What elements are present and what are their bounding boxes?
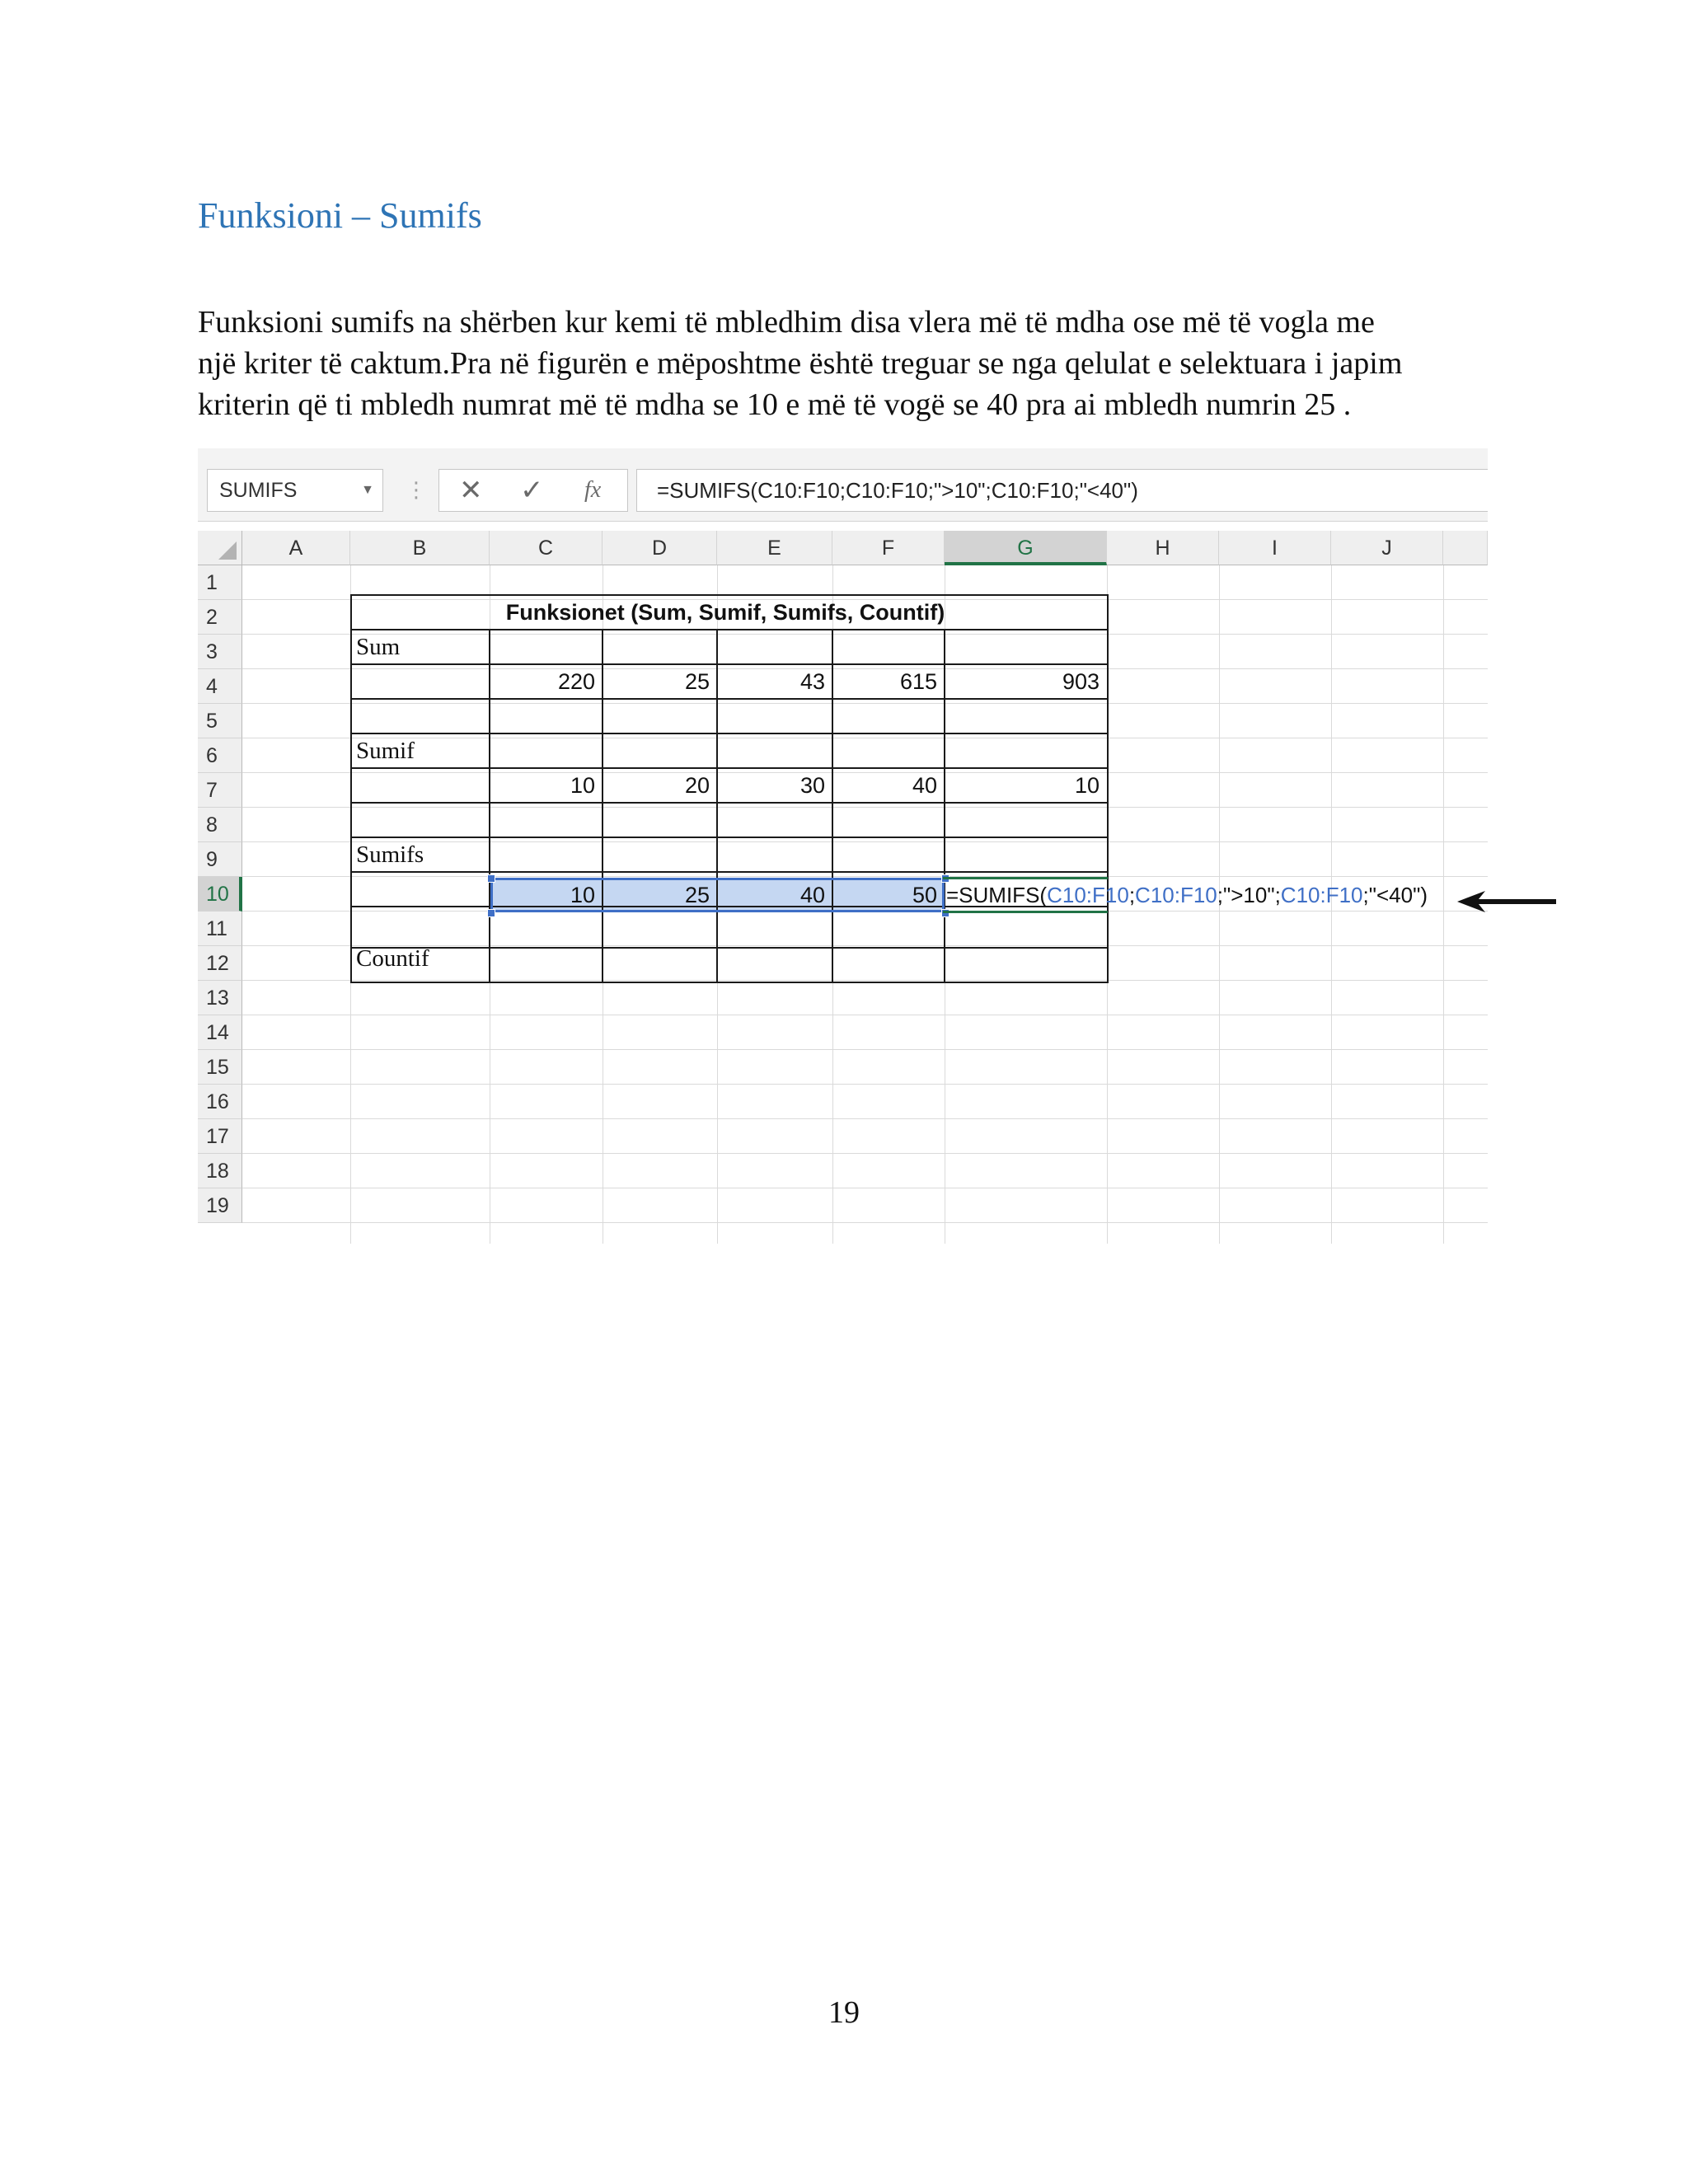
paragraph-line: një kriter të caktum.Pra në figurën e mëposhtme është treguar se nga qelulat e selektuara i japim <box>198 346 1403 381</box>
column-header-h[interactable]: H <box>1107 531 1219 565</box>
chevron-down-icon[interactable]: ▼ <box>361 483 374 497</box>
gridline <box>242 1118 1488 1119</box>
cell-e7[interactable]: 30 <box>799 773 825 798</box>
cell-c7[interactable]: 10 <box>570 773 595 798</box>
paragraph-line: kriterin që ti mbledh numrat më të mdha se 10 e më të vogë se 40 pra ai mbledh numrin 25 . <box>198 387 1352 422</box>
row-header[interactable]: 4 <box>198 669 242 704</box>
label-sumifs[interactable]: Sumifs <box>356 841 424 868</box>
gridline <box>242 1153 1488 1154</box>
gridline <box>242 1049 1488 1050</box>
cell-f7[interactable]: 40 <box>912 773 937 798</box>
cell-g10-formula[interactable] <box>946 878 1428 912</box>
row-header[interactable]: 7 <box>198 773 242 808</box>
row-header[interactable]: 1 <box>198 565 242 600</box>
cell-g4[interactable]: 903 <box>1062 669 1100 694</box>
row-header[interactable]: 13 <box>198 981 242 1015</box>
formula-ref: C10:F10 <box>1280 883 1363 907</box>
row-header[interactable]: 5 <box>198 704 242 738</box>
row-header[interactable]: 12 <box>198 946 242 981</box>
gridline <box>242 1084 1488 1085</box>
paragraph-line: Funksioni sumifs na shërben kur kemi të mbledhim disa vlera më të mdha ose më të vogla me <box>198 305 1375 340</box>
row-header[interactable]: 17 <box>198 1119 242 1154</box>
table-line <box>350 837 1109 838</box>
drag-handle-icon[interactable]: ⋮ <box>406 477 427 502</box>
cell-d4[interactable]: 25 <box>684 669 710 694</box>
label-countif[interactable]: Countif <box>356 945 429 972</box>
arrow-left-icon <box>1457 889 1556 914</box>
column-header-j[interactable]: J <box>1331 531 1443 565</box>
formula-separator: ; <box>1128 883 1136 907</box>
column-header-k[interactable] <box>1443 531 1488 565</box>
column-header-f[interactable]: F <box>832 531 945 565</box>
cell-e4[interactable]: 43 <box>799 669 825 694</box>
formula-input[interactable]: =SUMIFS(C10:F10;C10:F10;">10";C10:F10;"<40") <box>636 469 1488 512</box>
column-header-c[interactable]: C <box>490 531 603 565</box>
row-header[interactable]: 18 <box>198 1154 242 1188</box>
table-title[interactable]: Funksionet (Sum, Sumif, Sumifs, Countif) <box>505 600 945 625</box>
selection-handle[interactable] <box>487 909 495 917</box>
label-sumif[interactable]: Sumif <box>356 738 415 764</box>
gridline <box>242 1222 1488 1223</box>
label-sum[interactable]: Sum <box>356 634 401 660</box>
formula-criteria: ;">10"; <box>1217 883 1281 907</box>
row-header[interactable]: 11 <box>198 912 242 946</box>
check-icon[interactable]: ✓ <box>520 475 544 506</box>
column-header-d[interactable]: D <box>603 531 717 565</box>
select-all-corner[interactable] <box>198 531 242 565</box>
cell-e10[interactable]: 40 <box>799 883 825 907</box>
column-header-i[interactable]: I <box>1219 531 1331 565</box>
column-header-b[interactable]: B <box>350 531 490 565</box>
formula-ref: C10:F10 <box>1135 883 1217 907</box>
name-box-value: SUMIFS <box>219 479 298 502</box>
column-header-a[interactable]: A <box>242 531 350 565</box>
document-heading: Funksioni – Sumifs <box>198 195 482 236</box>
row-header[interactable]: 2 <box>198 600 242 635</box>
formula-suffix: ;"<40") <box>1362 883 1428 907</box>
row-header[interactable]: 19 <box>198 1188 242 1223</box>
cell-d10[interactable]: 25 <box>684 883 710 907</box>
row-header[interactable]: 16 <box>198 1085 242 1119</box>
gridline <box>1443 565 1444 1244</box>
formula-bar <box>198 448 1488 522</box>
table-line <box>350 982 1109 983</box>
table-line <box>350 594 352 983</box>
row-header[interactable]: 8 <box>198 808 242 842</box>
cell-g7[interactable]: 10 <box>1074 773 1100 798</box>
row-header[interactable]: 14 <box>198 1015 242 1050</box>
row-header-active[interactable]: 10 <box>198 877 242 912</box>
row-header[interactable]: 9 <box>198 842 242 877</box>
row-header[interactable]: 3 <box>198 635 242 669</box>
table-line <box>350 871 1109 873</box>
cell-f4[interactable]: 615 <box>899 669 937 694</box>
cell-f10[interactable]: 50 <box>912 883 937 907</box>
page-number: 19 <box>828 1995 860 2030</box>
row-header[interactable]: 15 <box>198 1050 242 1085</box>
table-line <box>350 733 1109 734</box>
document-paragraph <box>198 302 1484 425</box>
fx-icon[interactable]: fx <box>584 477 602 503</box>
name-box[interactable] <box>207 469 383 512</box>
formula-buttons <box>438 469 628 512</box>
selection-border <box>490 878 945 912</box>
formula-prefix: =SUMIFS( <box>946 883 1048 907</box>
table-line <box>1107 594 1109 983</box>
cell-c4[interactable]: 220 <box>557 669 595 694</box>
cell-d7[interactable]: 20 <box>684 773 710 798</box>
row-header[interactable]: 6 <box>198 738 242 773</box>
gridline <box>242 980 1488 981</box>
formula-ref: C10:F10 <box>1047 883 1129 907</box>
table-line <box>350 947 1109 949</box>
excel-screenshot <box>198 448 1488 1244</box>
cell-c10[interactable]: 10 <box>570 883 595 907</box>
close-icon[interactable]: ✕ <box>459 475 483 506</box>
column-header-e[interactable]: E <box>717 531 832 565</box>
selection-handle[interactable] <box>487 874 495 883</box>
column-header-g[interactable]: G <box>945 531 1107 565</box>
